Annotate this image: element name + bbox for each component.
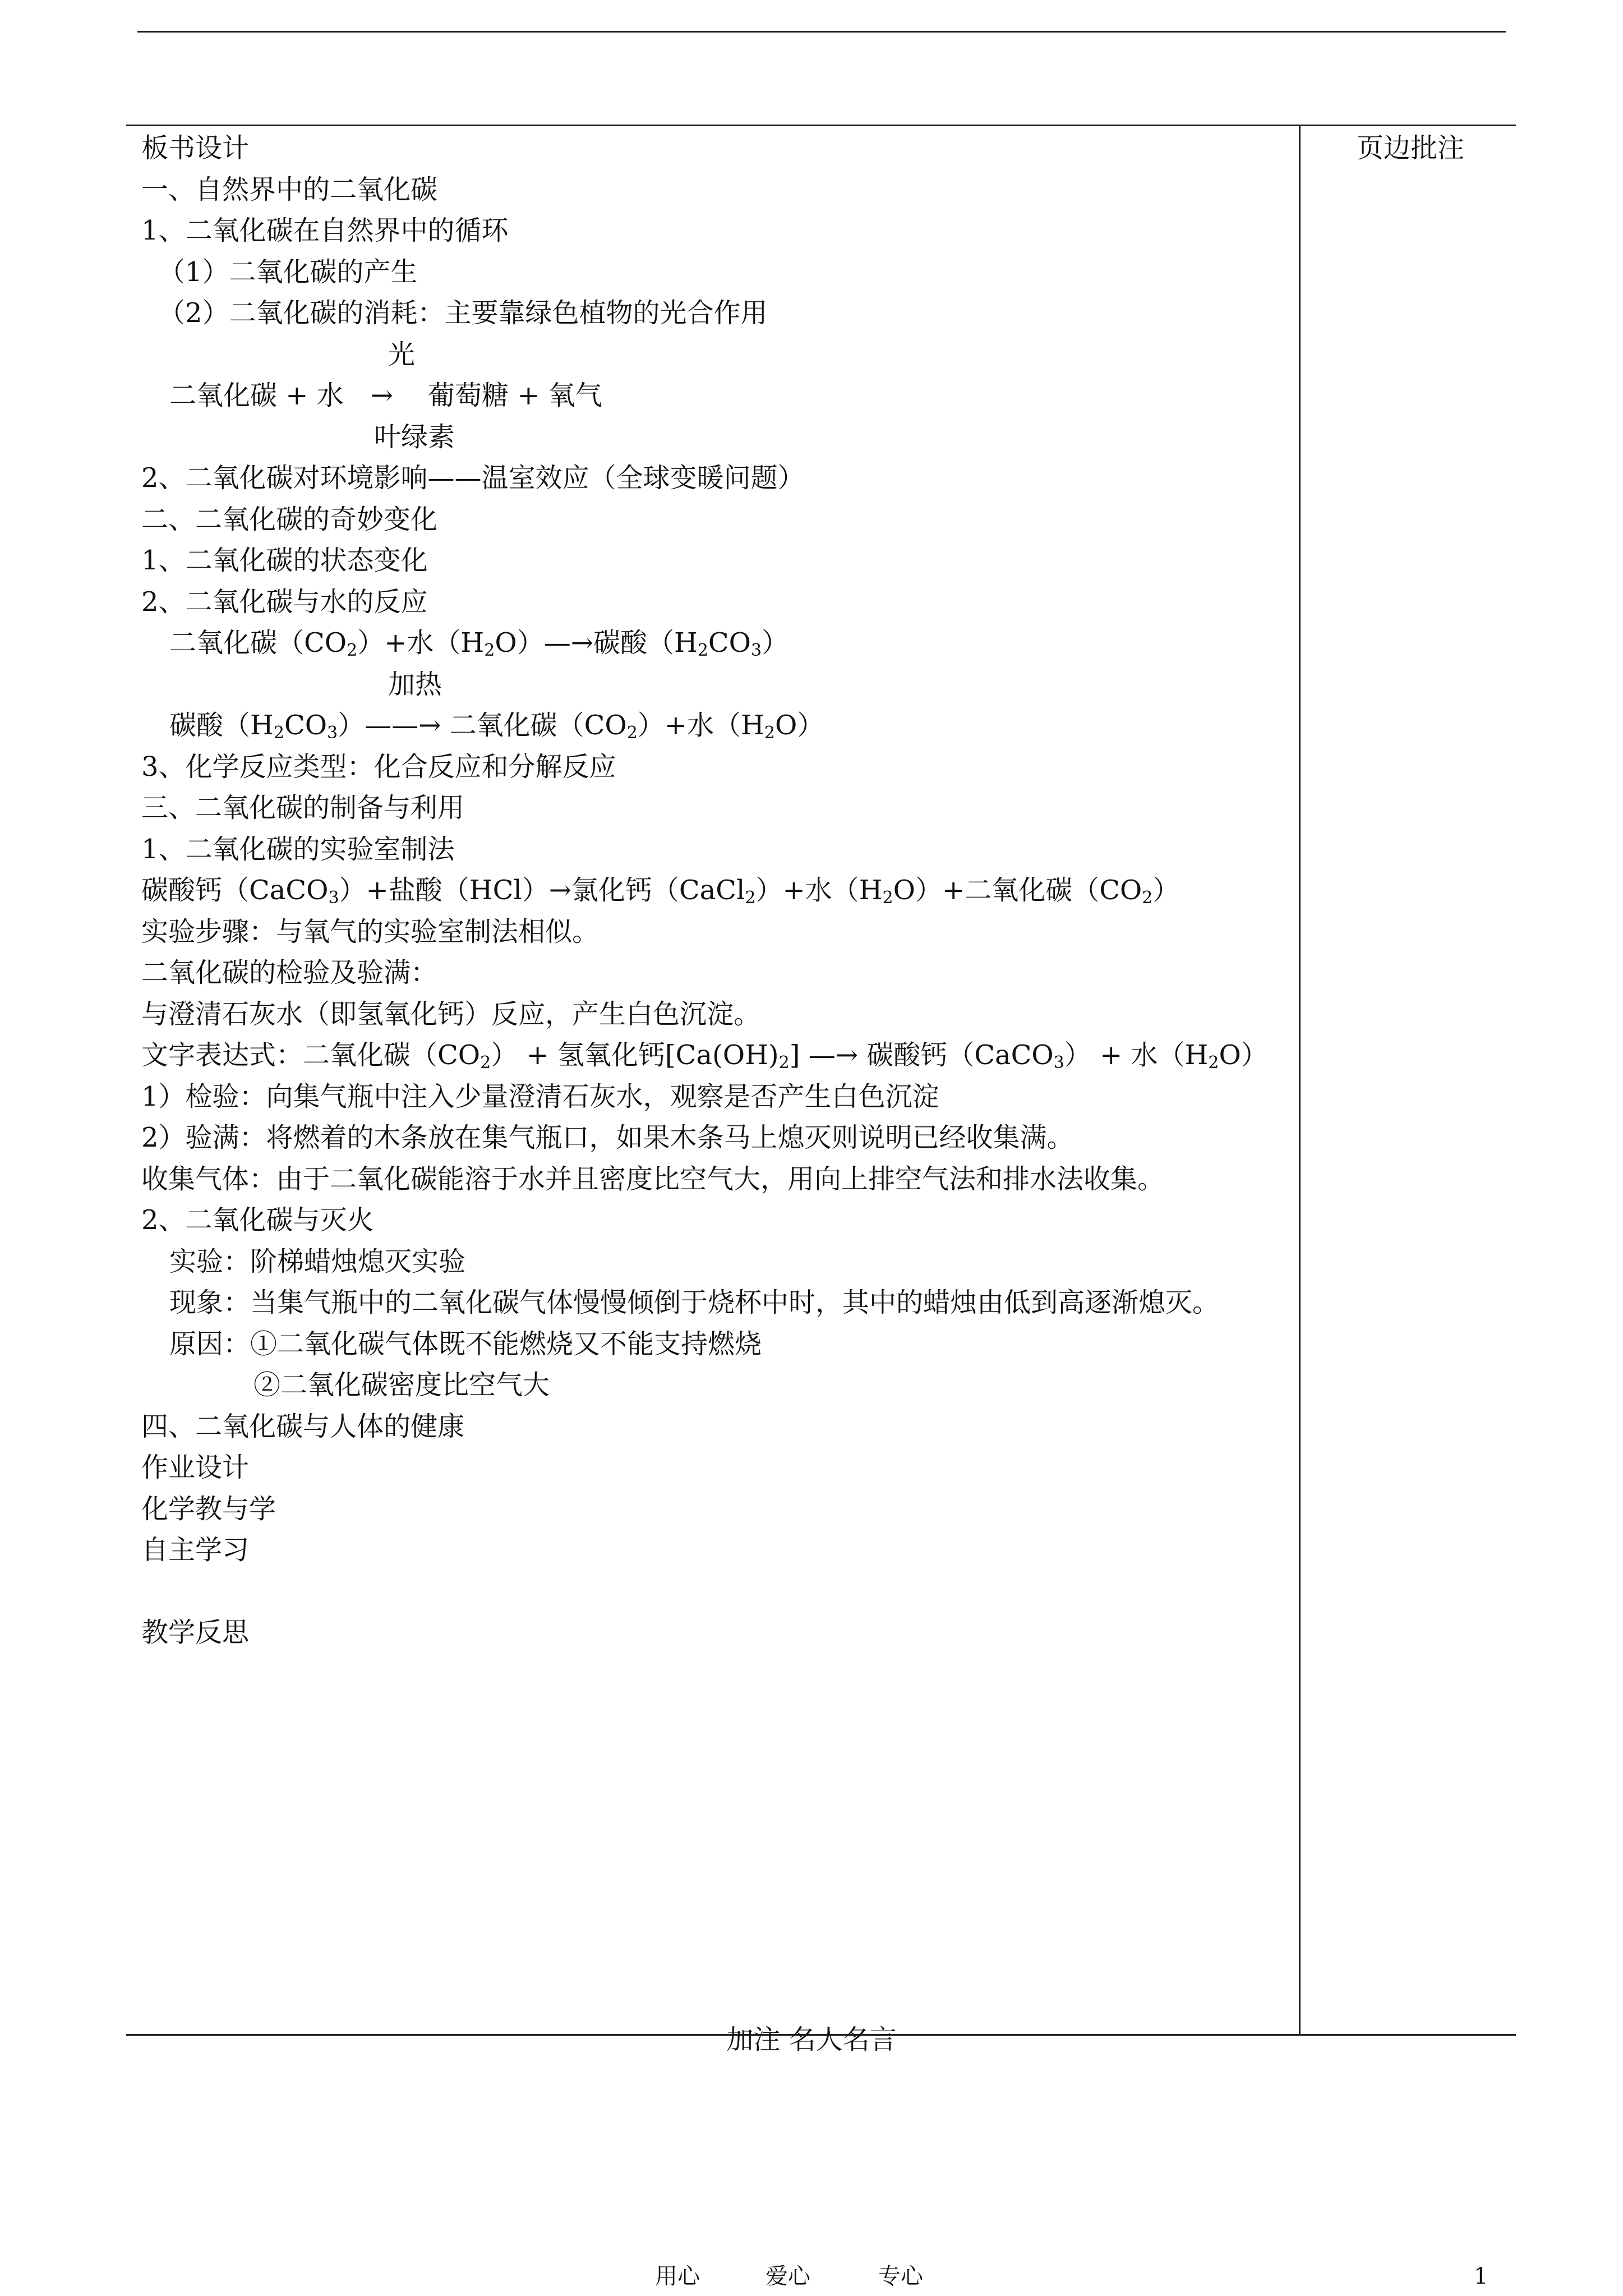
subsection-heading: 2、二氧化碳与水的反应 <box>141 586 428 618</box>
equation-text: 二氧化碳（CO <box>169 627 347 659</box>
page-number: 1 <box>1474 2263 1488 2289</box>
equation-text: 碳酸（H <box>169 710 274 741</box>
equation-text: CO <box>284 710 328 741</box>
subscript: 2 <box>882 888 893 908</box>
paragraph-line: 收集气体：由于二氧化碳能溶于水并且密度比空气大，用向上排空气法和排水法收集。 <box>141 1163 1165 1195</box>
equation-condition-top: 加热 <box>388 668 442 700</box>
subsection-heading: 1、二氧化碳的状态变化 <box>141 545 428 576</box>
paragraph-line: 与澄清石灰水（即氢氧化钙）反应，产生白色沉淀。 <box>141 998 761 1030</box>
subscript: 2 <box>745 888 756 908</box>
equation-text: ） <box>1152 875 1180 906</box>
equation-products: 葡萄糖 + 氧气 <box>427 380 602 411</box>
list-item: （2）二氧化碳的消耗：主要靠绿色植物的光合作用 <box>158 297 768 329</box>
paragraph-line: 2）验满：将燃着的木条放在集气瓶口，如果木条马上熄灭则说明已经收集满。 <box>141 1122 1074 1153</box>
subsection-heading: 1、二氧化碳在自然界中的循环 <box>141 215 509 246</box>
equation-text: ）+水（H <box>637 710 764 741</box>
equation-text: ）+水（H <box>755 875 883 906</box>
equation-text: O） <box>1219 1039 1268 1071</box>
table-column-divider <box>1299 125 1301 2036</box>
subscript: 2 <box>626 723 638 743</box>
subscript: 2 <box>347 641 358 660</box>
section-heading: 三、二氧化碳的制备与利用 <box>141 792 465 823</box>
equation-text: ）——→ 二氧化碳（CO <box>338 710 627 741</box>
subsection-heading: 3、化学反应类型：化合反应和分解反应 <box>141 751 616 783</box>
subsection-heading: 1、二氧化碳的实验室制法 <box>141 833 455 865</box>
equation-text: ） + 氢氧化钙[Ca(OH) <box>491 1039 779 1071</box>
subscript: 2 <box>1208 1053 1219 1073</box>
subsection-heading: 2、二氧化碳与灭火 <box>141 1204 374 1236</box>
equation-text: O）+二氧化碳（CO <box>893 875 1142 906</box>
subscript: 3 <box>327 723 338 743</box>
section-heading: 一、自然界中的二氧化碳 <box>141 173 438 205</box>
table-top-border <box>126 125 1516 126</box>
lab-preparation-equation <box>141 870 1269 912</box>
footer-word: 爱心 <box>766 2263 810 2289</box>
paragraph-line: 实验：阶梯蜡烛熄灭实验 <box>169 1245 466 1277</box>
equation-text: O） <box>774 710 824 741</box>
equation-text: ）+水（H <box>357 627 485 659</box>
subscript: 3 <box>750 641 762 660</box>
equation-text: ] —→ 碳酸钙（CaCO <box>789 1039 1054 1071</box>
equation-condition-top: 光 <box>388 338 416 370</box>
paragraph-line: 1）检验：向集气瓶中注入少量澄清石灰水，观察是否产生白色沉淀 <box>141 1080 939 1112</box>
equation-text: ） + 水（H <box>1064 1039 1209 1071</box>
spacer <box>141 1571 1269 1613</box>
carbonic-acid-formation-equation <box>141 623 1269 664</box>
board-design-content <box>141 128 1269 1654</box>
equation-condition-bottom: 叶绿素 <box>374 421 455 453</box>
paragraph-line: 现象：当集气瓶中的二氧化碳气体慢慢倾倒于烧杯中时，其中的蜡烛由低到高逐渐熄灭。 <box>169 1287 1220 1318</box>
paragraph-line: 实验步骤：与氧气的实验室制法相似。 <box>141 915 600 947</box>
limewater-equation <box>141 1035 1269 1076</box>
subscript: 2 <box>1142 888 1153 908</box>
section-heading: 四、二氧化碳与人体的健康 <box>141 1410 465 1442</box>
subscript: 2 <box>697 641 708 660</box>
famous-quotes-caption: 加注 名人名言 <box>726 2024 897 2055</box>
paragraph-line: 原因：①二氧化碳气体既不能燃烧又不能支持燃烧 <box>169 1328 762 1360</box>
equation-reactants: 二氧化碳 + 水 <box>169 380 344 411</box>
subscript: 2 <box>480 1053 491 1073</box>
board-title: 板书设计 <box>141 132 250 164</box>
homework-item: 化学教与学 <box>141 1493 276 1525</box>
carbonic-acid-decomposition-equation <box>141 705 1269 747</box>
list-item: （1）二氧化碳的产生 <box>158 256 418 288</box>
homework-item: 自主学习 <box>141 1534 250 1566</box>
equation-text: CO <box>708 627 751 659</box>
footer-word: 专心 <box>878 2263 923 2289</box>
margin-note-header: 页边批注 <box>1356 132 1464 164</box>
subscript: 2 <box>273 723 284 743</box>
subscript: 2 <box>778 1053 790 1073</box>
footer-word: 用心 <box>655 2263 700 2289</box>
equation-text: 碳酸钙（CaCO <box>141 875 329 906</box>
section-heading: 二、二氧化碳的奇妙变化 <box>141 503 438 535</box>
paragraph-line: 二氧化碳的检验及验满： <box>141 957 438 988</box>
equation-text: ）+盐酸（HCl）→氯化钙（CaCl <box>339 875 745 906</box>
top-rule <box>137 31 1506 33</box>
subscript: 3 <box>328 888 339 908</box>
paragraph-line: ②二氧化碳密度比空气大 <box>253 1369 550 1401</box>
equation-text: 文字表达式：二氧化碳（CO <box>141 1039 481 1071</box>
teaching-reflection-title: 教学反思 <box>141 1617 250 1648</box>
subscript: 2 <box>764 723 775 743</box>
photosynthesis-equation <box>141 375 1269 417</box>
equation-text: O）—→碳酸（H <box>495 627 698 659</box>
subsection-heading: 2、二氧化碳对环境影响——温室效应（全球变暖问题） <box>141 462 805 494</box>
equation-text: ） <box>762 627 789 659</box>
subscript: 3 <box>1053 1053 1064 1073</box>
subscript: 2 <box>484 641 495 660</box>
homework-title: 作业设计 <box>141 1452 250 1483</box>
equation-arrow: → <box>370 380 393 411</box>
